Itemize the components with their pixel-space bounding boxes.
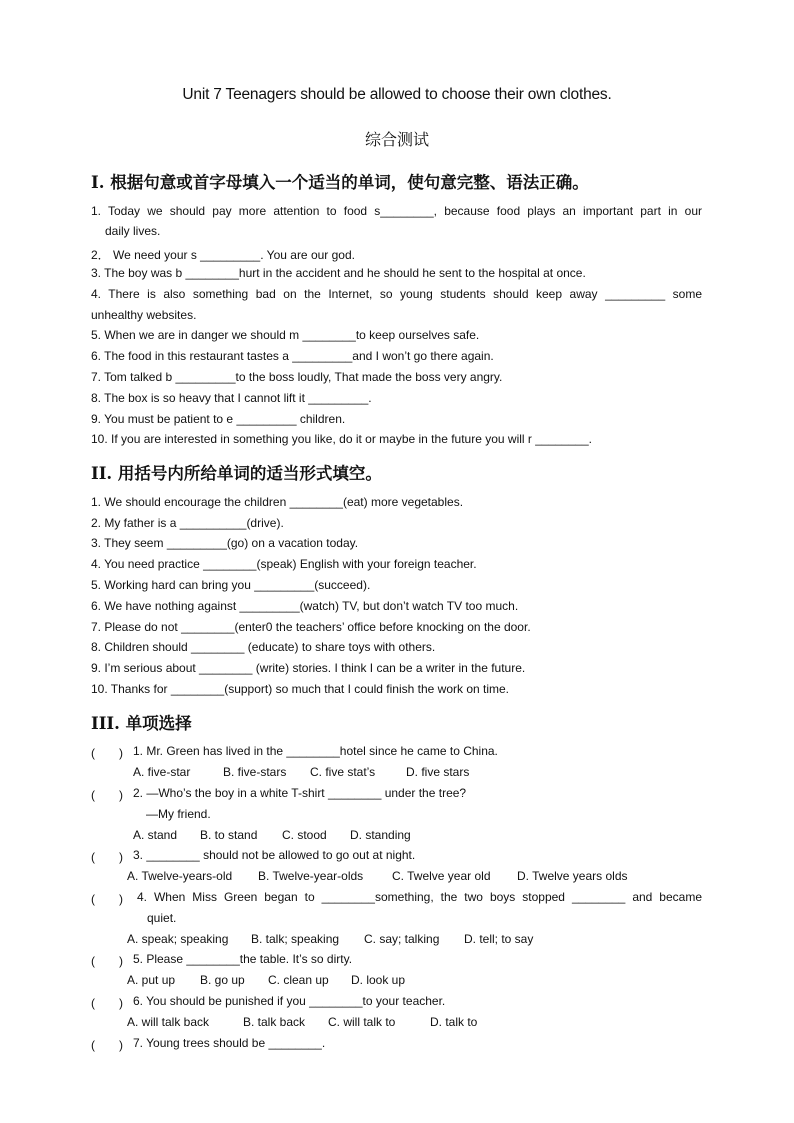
s3-q2-option-c: C. stood — [282, 828, 327, 842]
unit-title: Unit 7 Teenagers should be allowed to choose their own clothes. — [182, 86, 612, 103]
s3-q6-option-b: B. talk back — [243, 1015, 306, 1029]
s1-question-7: 7. Tom talked b _________to the boss loudly, That made the boss very angry. — [91, 370, 503, 384]
answer-blank: ( ) — [91, 892, 123, 906]
s3-q4-option-a: A. speak; speaking — [127, 932, 229, 946]
s3-question-3-stem: 3. ________ should not be allowed to go out at night. — [133, 848, 416, 862]
answer-blank: ( ) — [91, 996, 123, 1010]
s1-question-4-line-2: unhealthy websites. — [91, 308, 197, 322]
section-1-heading: I. 根据句意或首字母填入一个适当的单词，使句意完整、语法正确。 — [91, 173, 589, 192]
s2-question-8: 8. Children should ________ (educate) to share toys with others. — [91, 640, 436, 654]
s2-question-9: 9. I’m serious about ________ (write) stories. I think I can be a writer in the future. — [91, 661, 526, 675]
s3-q6-option-c: C. will talk to — [328, 1015, 396, 1029]
s3-q4-option-b: B. talk; speaking — [251, 932, 340, 946]
s3-q4-option-c: C. say; talking — [364, 932, 440, 946]
s3-q6-option-d: D. talk to — [430, 1015, 478, 1029]
s3-q2-option-d: D. standing — [350, 828, 411, 842]
s2-question-7: 7. Please do not ________(enter0 the teachers’ office before knocking on the door. — [91, 620, 531, 634]
s3-question-4-stem-cont: quiet. — [147, 911, 177, 925]
s3-q5-option-b: B. go up — [200, 973, 245, 987]
s3-question-5-stem: 5. Please ________the table. It’s so dirty. — [133, 952, 353, 966]
s3-q6-option-a: A. will talk back — [127, 1015, 210, 1029]
s1-question-4-line-1: 4. There is also something bad on the Internet, so young students should keep away _________ some — [91, 287, 702, 301]
section-3-heading: III. 单项选择 — [91, 714, 192, 733]
section-2-heading: II. 用括号内所给单词的适当形式填空。 — [91, 464, 382, 483]
answer-blank: ( ) — [91, 746, 123, 760]
s3-question-1-stem: 1. Mr. Green has lived in the ________hotel since he came to China. — [133, 744, 498, 758]
s2-question-6: 6. We have nothing against _________(watch) TV, but don’t watch TV too much. — [91, 599, 519, 613]
s3-question-2-stem: 2. —Who’s the boy in a white T-shirt ________ under the tree? — [133, 786, 467, 800]
s3-q3-option-d: D. Twelve years olds — [517, 869, 628, 883]
s3-question-2-reply: —My friend. — [146, 807, 211, 821]
s3-question-7-stem: 7. Young trees should be ________. — [133, 1036, 326, 1050]
s2-question-5: 5. Working hard can bring you _________(succeed). — [91, 578, 371, 592]
s3-q1-option-b: B. five-stars — [223, 765, 287, 779]
s2-question-2: 2. My father is a __________(drive). — [91, 516, 284, 530]
s3-q5-option-c: C. clean up — [268, 973, 329, 987]
s3-q3-option-a: A. Twelve-years-old — [127, 869, 233, 883]
s2-question-3: 3. They seem _________(go) on a vacation today. — [91, 536, 359, 550]
s3-q2-option-a: A. stand — [133, 828, 178, 842]
s3-q1-option-c: C. five stat’s — [310, 765, 376, 779]
answer-blank: ( ) — [91, 1038, 123, 1052]
s1-question-6: 6. The food in this restaurant tastes a _________and I won’t go there again. — [91, 349, 494, 363]
test-subtitle: 综合测试 — [364, 130, 429, 149]
s2-question-1: 1. We should encourage the children ________(eat) more vegetables. — [91, 495, 464, 509]
s3-q5-option-d: D. look up — [351, 973, 406, 987]
answer-blank: ( ) — [91, 788, 123, 802]
s3-q3-option-b: B. Twelve-year-olds — [258, 869, 364, 883]
s2-question-4: 4. You need practice ________(speak) English with your foreign teacher. — [91, 557, 477, 571]
s1-question-1-line-2: daily lives. — [105, 224, 161, 238]
s1-question-9: 9. You must be patient to e _________ children. — [91, 412, 346, 426]
s1-question-5: 5. When we are in danger we should m ________to keep ourselves safe. — [91, 328, 480, 342]
s1-question-8: 8. The box is so heavy that I cannot lift it _________. — [91, 391, 372, 405]
s3-q1-option-d: D. five stars — [406, 765, 470, 779]
s2-question-10: 10. Thanks for ________(support) so much that I could finish the work on time. — [91, 682, 510, 696]
s3-question-6-stem: 6. You should be punished if you ________to your teacher. — [133, 994, 446, 1008]
s1-question-1-line-1: 1. Today we should pay more attention to food s________, because food plays an important part in our — [91, 204, 702, 218]
answer-blank: ( ) — [91, 954, 123, 968]
s3-question-4-stem: 4. When Miss Green began to ________something, the two boys stopped ________ and became — [137, 890, 702, 904]
s1-question-10: 10. If you are interested in something you like, do it or maybe in the future you will r ________. — [91, 432, 592, 446]
answer-blank: ( ) — [91, 850, 123, 864]
s3-q4-option-d: D. tell; to say — [464, 932, 534, 946]
s1-question-2: 2． We need your s _________. You are our god. — [91, 248, 355, 262]
s1-question-3: 3. The boy was b ________hurt in the accident and he should he sent to the hospital at once. — [91, 266, 586, 280]
s3-q2-option-b: B. to stand — [200, 828, 258, 842]
s3-q3-option-c: C. Twelve year old — [392, 869, 491, 883]
s3-q1-option-a: A. five-star — [133, 765, 191, 779]
s3-q5-option-a: A. put up — [127, 973, 176, 987]
